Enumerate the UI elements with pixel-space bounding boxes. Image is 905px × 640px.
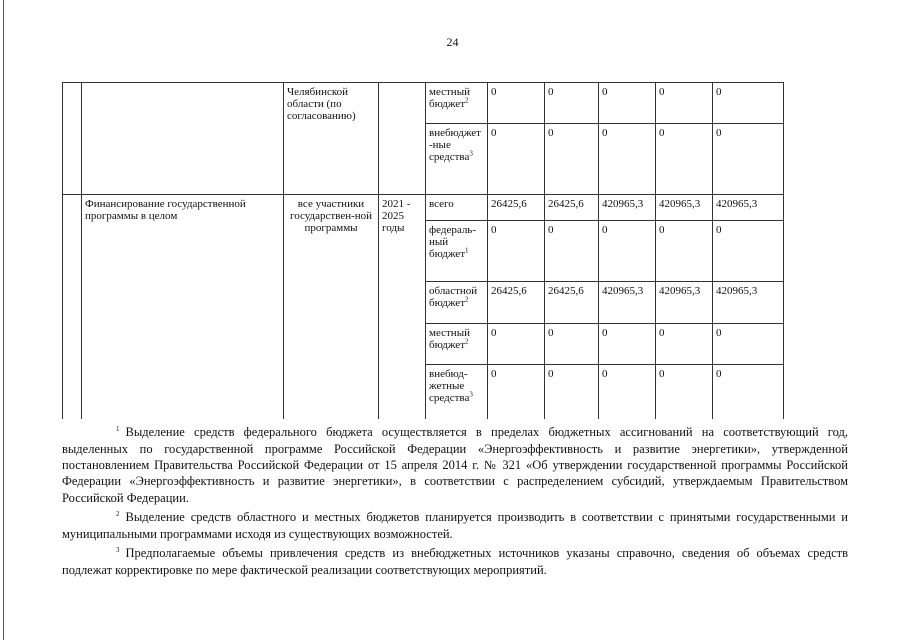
cell-value: 26425,6 (488, 282, 545, 324)
cell-value: 0 (488, 83, 545, 124)
cell-name (82, 83, 284, 195)
footnote (62, 506, 848, 542)
cell-value: 0 (656, 221, 713, 282)
footnotes (62, 421, 848, 578)
cell-value: 0 (713, 365, 784, 419)
footnote (62, 542, 848, 578)
cell-value: 0 (599, 83, 656, 124)
cell-value: 0 (599, 221, 656, 282)
cell-value: 26425,6 (545, 195, 599, 221)
cell-source: внебюд-жетные средства$^3$ (426, 365, 488, 419)
cell-value: 420965,3 (599, 282, 656, 324)
footnote (62, 421, 848, 506)
table-row (63, 195, 784, 221)
cell-value: 0 (545, 221, 599, 282)
cell-value: 0 (656, 83, 713, 124)
cell-value: 420965,3 (599, 195, 656, 221)
cell-value: 420965,3 (656, 195, 713, 221)
footnote-text: Выделение средств федерального бюджета осуществляется в пределах бюджетных ассигнований на соответствующий год, выделенных по государственной программе Российской Федерации «Энергоэффективность и развитие энергетики», утвержденной постановлением Правительства Российской Федерации от 15 апреля 2014 г. № 321 «Об утверждении государственной программы Российской Федерации «Энергоэффективность и развитие энергетики», в соответствии с распределением субсидий, утверждаемым Правительством Российской Федерации. (62, 425, 848, 505)
cell-value: 26425,6 (488, 195, 545, 221)
cell-source: федераль-ный бюджет$^1$ (426, 221, 488, 282)
footnote-mark: 2 (116, 510, 120, 519)
cell-value: 0 (488, 365, 545, 419)
cell-value: 0 (713, 221, 784, 282)
cell-years: 2021 - 2025 годы (379, 195, 426, 419)
cell-years (379, 83, 426, 195)
cell-value: 0 (488, 324, 545, 365)
cell-name: Финансирование государственной программы в целом (82, 195, 284, 419)
cell-value: 0 (713, 324, 784, 365)
footnote-mark: 1 (116, 425, 120, 433)
budget-table (62, 82, 784, 419)
cell-participant: Челябинской области (по согласованию) (284, 83, 379, 195)
page-left-rule (3, 0, 4, 640)
cell-value: 0 (656, 324, 713, 365)
cell-source: внебюджет -ные средства$^3$ (426, 124, 488, 195)
cell-value: 0 (599, 365, 656, 419)
cell-value: 0 (488, 124, 545, 195)
footnote-mark: 3 (116, 546, 120, 555)
cell-value: 0 (599, 324, 656, 365)
cell-value: 0 (545, 124, 599, 195)
cell-value: 0 (488, 221, 545, 282)
footnote-text: Выделение средств областного и местных бюджетов планируется производить в соответствии с принятыми государственными и муниципальными программами исходя из существующих возможностей. (62, 510, 848, 541)
cell-value: 0 (656, 365, 713, 419)
cell-value: 420965,3 (713, 282, 784, 324)
cell-source: местный бюджет$^2$ (426, 83, 488, 124)
table-row (63, 83, 784, 124)
cell-value: 0 (713, 124, 784, 195)
cell-source: всего (426, 195, 488, 221)
page-number: 24 (446, 35, 459, 49)
cell-value: 0 (545, 324, 599, 365)
cell-source: областной бюджет$^2$ (426, 282, 488, 324)
cell-value: 0 (545, 365, 599, 419)
cell-value: 0 (545, 83, 599, 124)
cell-number (63, 195, 82, 419)
footnote-text: Предполагаемые объемы привлечения средств из внебюджетных источников указаны справочно, сведения об объемах средств подлежат корректировке по мере фактической реализации соответствующих мероприятий. (62, 546, 848, 577)
cell-value: 26425,6 (545, 282, 599, 324)
cell-number (63, 83, 82, 195)
cell-value: 0 (713, 83, 784, 124)
cell-participant: все участники государствен-ной программы (284, 195, 379, 419)
cell-value: 420965,3 (656, 282, 713, 324)
cell-value: 420965,3 (713, 195, 784, 221)
cell-value: 0 (656, 124, 713, 195)
cell-value: 0 (599, 124, 656, 195)
cell-source: местный бюджет$^2$ (426, 324, 488, 365)
